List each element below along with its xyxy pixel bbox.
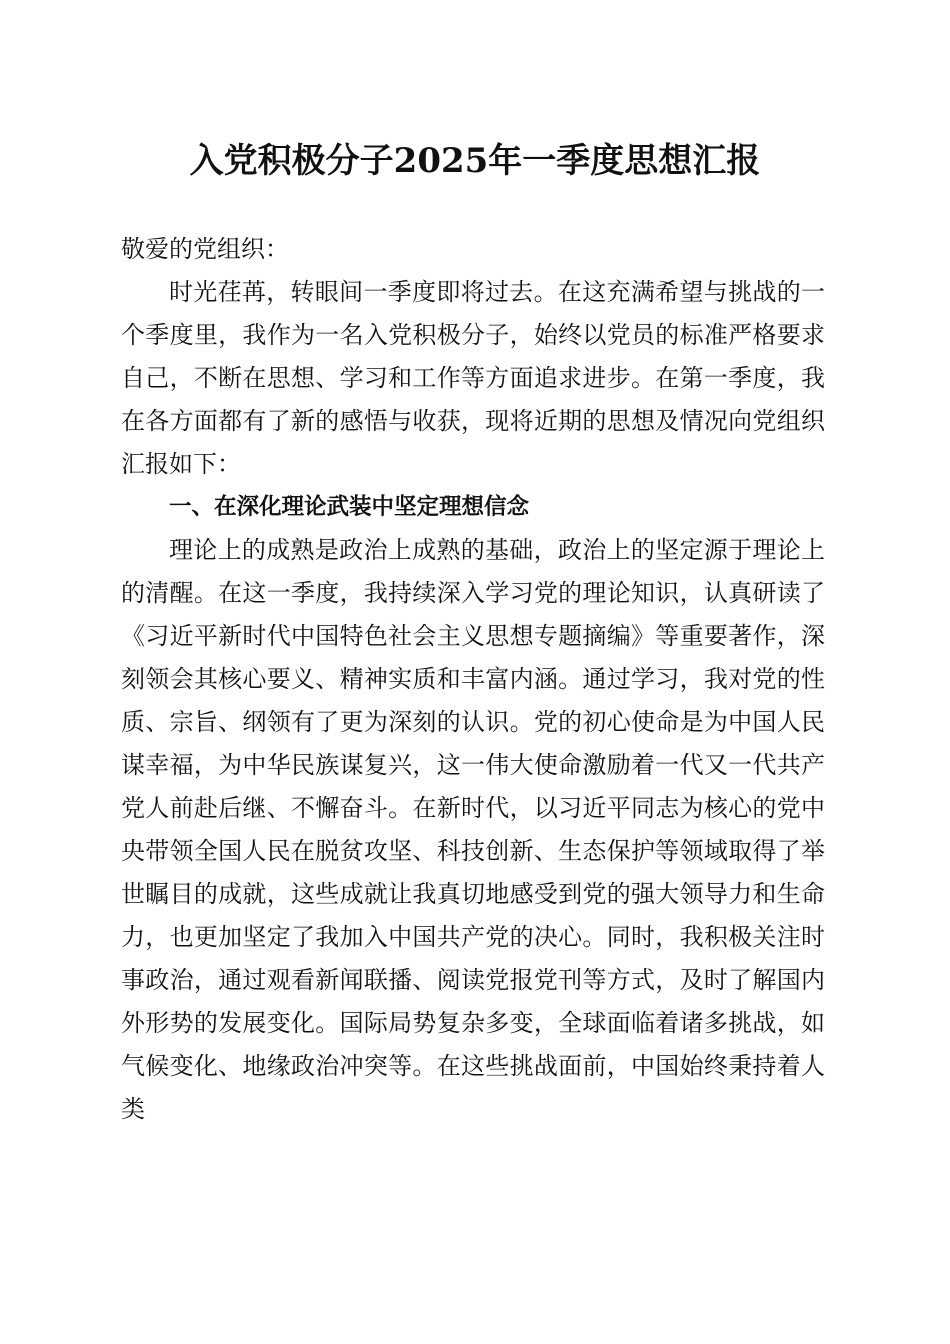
section-1-paragraph: 理论上的成熟是政治上成熟的基础，政治上的坚定源于理论上的清醒。在这一季度，我持续深入学习党的理论知识，认真研读了《习近平新时代中国特色社会主义思想专题摘编》等重要著作，深刻领会其核心要义、精神实质和丰富内涵。通过学习，我对党的性质、宗旨、纲领有了更为深刻的认识。党的初心使命是为中国人民谋幸福，为中华民族谋复兴，这一伟大使命激励着一代又一代共产党人前赴后继、不懈奋斗。在新时代，以习近平同志为核心的党中央带领全国人民在脱贫攻坚、科技创新、生态保护等领域取得了举世瞩目的成就，这些成就让我真切地感受到党的强大领导力和生命力，也更加坚定了我加入中国共产党的决心。同时，我积极关注时事政治，通过观看新闻联播、阅读党报党刊等方式，及时了解国内外形势的发展变化。国际局势复杂多变，全球面临着诸多挑战，如气候变化、地缘政治冲突等。在这些挑战面前，中国始终秉持着人类 [121, 536, 825, 1123]
document-title: 入党积极分子2025年一季度思想汇报 [189, 141, 761, 181]
salutation: 敬爱的党组织： [121, 235, 289, 263]
section-heading-1: 一、在深化理论武装中坚定理想信念 [169, 494, 530, 520]
intro-paragraph: 时光荏苒，转眼间一季度即将过去。在这充满希望与挑战的一个季度里，我作为一名入党积极分子，始终以党员的标准严格要求自己，不断在思想、学习和工作等方面追求进步。在第一季度，我在各方面都有了新的感悟与收获，现将近期的思想及情况向党组织汇报如下： [121, 278, 825, 478]
document-body [121, 228, 825, 1131]
